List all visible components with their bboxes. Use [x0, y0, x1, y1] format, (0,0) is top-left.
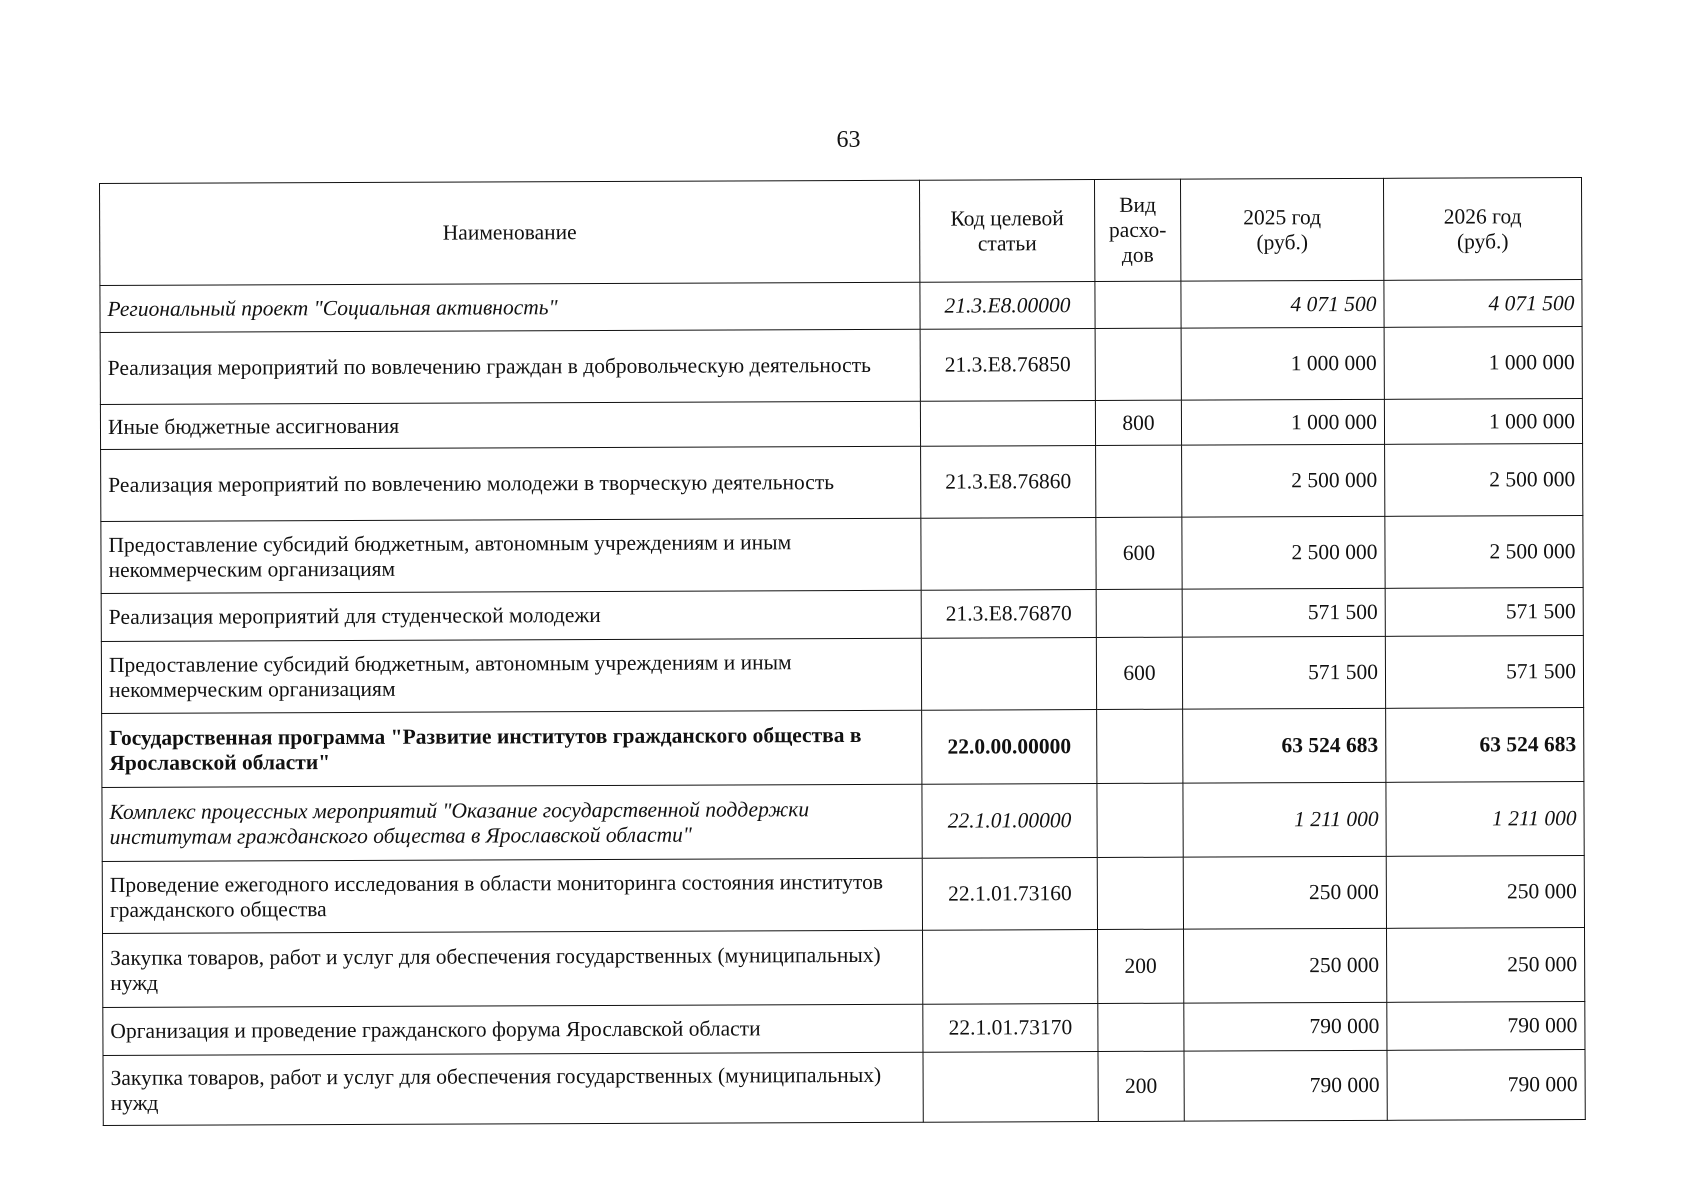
cell-name: Реализация мероприятий по вовлечению молодежи в творческую деятельность — [101, 446, 921, 521]
header-2025: 2025 год (руб.) — [1180, 178, 1383, 281]
table-row — [101, 444, 1583, 522]
table-row — [100, 327, 1582, 405]
cell-amount-2026: 250 000 — [1386, 856, 1584, 929]
page-number: 63 — [836, 127, 861, 153]
cell-name: Предоставление субсидий бюджетным, автономным учреждениям и иным некоммерческим организациям — [101, 518, 921, 593]
cell-amount-2025: 571 500 — [1182, 636, 1385, 709]
cell-target-code — [920, 401, 1095, 447]
table-row — [102, 782, 1584, 862]
table-row — [102, 856, 1584, 934]
table-row — [103, 928, 1585, 1008]
cell-target-code: 22.1.01.73170 — [923, 1003, 1098, 1052]
cell-target-code: 21.3.E8.76870 — [921, 590, 1096, 639]
cell-expense-type — [1096, 445, 1182, 517]
cell-name: Закупка товаров, работ и услуг для обеспечения государственных (муниципальных) нужд — [103, 1052, 923, 1125]
cell-expense-type: 200 — [1098, 1051, 1184, 1121]
cell-name: Региональный проект "Социальная активность" — [100, 282, 920, 332]
cell-amount-2025: 1 000 000 — [1181, 399, 1384, 445]
cell-amount-2026: 790 000 — [1387, 1002, 1585, 1051]
cell-target-code — [921, 638, 1096, 711]
cell-amount-2025: 2 500 000 — [1182, 516, 1385, 589]
cell-amount-2025: 2 500 000 — [1182, 444, 1385, 517]
table-row — [100, 399, 1582, 450]
cell-expense-type — [1097, 783, 1183, 857]
table-row — [101, 588, 1583, 642]
table-row — [101, 636, 1583, 714]
cell-name: Реализация мероприятий для студенческой молодежи — [101, 590, 921, 641]
table-row — [103, 1002, 1585, 1056]
cell-target-code: 21.3.E8.00000 — [920, 282, 1095, 330]
cell-amount-2026: 4 071 500 — [1384, 280, 1582, 328]
header-code: Код целевой статьи — [919, 180, 1094, 283]
cell-amount-2026: 571 500 — [1385, 588, 1583, 637]
cell-amount-2025: 250 000 — [1184, 928, 1387, 1003]
cell-amount-2025: 250 000 — [1183, 856, 1386, 929]
cell-amount-2025: 790 000 — [1184, 1050, 1387, 1121]
header-2026: 2026 год (руб.) — [1383, 178, 1581, 281]
cell-name: Комплекс процессных мероприятий "Оказание государственной поддержки институтам гражданского общества в Ярославской области" — [102, 784, 922, 861]
cell-amount-2026: 790 000 — [1387, 1050, 1585, 1121]
cell-amount-2025: 1 211 000 — [1183, 782, 1386, 857]
cell-amount-2026: 2 500 000 — [1385, 516, 1583, 589]
table-row — [103, 1050, 1585, 1126]
cell-expense-type: 600 — [1096, 637, 1182, 709]
table-row — [101, 516, 1583, 594]
cell-name: Иные бюджетные ассигнования — [100, 401, 920, 449]
cell-target-code — [923, 929, 1098, 1004]
cell-amount-2026: 250 000 — [1387, 928, 1585, 1003]
cell-expense-type: 200 — [1098, 929, 1184, 1003]
cell-amount-2025: 63 524 683 — [1183, 708, 1386, 783]
cell-name: Государственная программа "Развитие институтов гражданского общества в Ярославской области" — [102, 710, 922, 787]
cell-name: Организация и проведение гражданского форума Ярославской области — [103, 1004, 923, 1055]
cell-target-code — [921, 518, 1096, 591]
cell-name: Закупка товаров, работ и услуг для обеспечения государственных (муниципальных) нужд — [103, 930, 923, 1007]
cell-expense-type — [1097, 709, 1183, 783]
header-expense-type: Вид расхо- дов — [1094, 179, 1180, 281]
cell-amount-2026: 571 500 — [1385, 636, 1583, 709]
cell-expense-type — [1095, 328, 1181, 400]
cell-expense-type — [1098, 1003, 1184, 1051]
cell-amount-2026: 1 211 000 — [1386, 782, 1584, 857]
cell-amount-2025: 4 071 500 — [1181, 280, 1384, 328]
cell-amount-2026: 1 000 000 — [1384, 327, 1582, 400]
cell-expense-type: 600 — [1096, 517, 1182, 589]
cell-target-code: 22.1.01.73160 — [922, 857, 1097, 930]
cell-target-code — [923, 1051, 1098, 1122]
cell-name: Реализация мероприятий по вовлечению граждан в добровольческую деятельность — [100, 329, 920, 404]
header-name: Наименование — [100, 180, 920, 285]
cell-expense-type — [1096, 589, 1182, 637]
budget-table — [99, 177, 1586, 1126]
cell-target-code: 22.1.01.00000 — [922, 783, 1097, 858]
cell-amount-2025: 571 500 — [1182, 588, 1385, 637]
table-row — [102, 708, 1584, 788]
cell-amount-2026: 2 500 000 — [1385, 444, 1583, 517]
cell-target-code: 21.3.E8.76850 — [920, 329, 1095, 402]
table-header-row — [100, 178, 1582, 286]
cell-expense-type — [1097, 857, 1183, 929]
cell-target-code: 22.0.00.00000 — [922, 709, 1097, 784]
cell-expense-type: 800 — [1095, 400, 1181, 445]
cell-name: Проведение ежегодного исследования в области мониторинга состояния институтов гражданского общества — [102, 858, 922, 933]
cell-amount-2025: 1 000 000 — [1181, 327, 1384, 400]
cell-target-code: 21.3.E8.76860 — [921, 446, 1096, 519]
cell-name: Предоставление субсидий бюджетным, автономным учреждениям и иным некоммерческим организациям — [101, 638, 921, 713]
cell-amount-2026: 63 524 683 — [1386, 708, 1584, 783]
cell-amount-2026: 1 000 000 — [1384, 399, 1582, 445]
cell-amount-2025: 790 000 — [1184, 1002, 1387, 1051]
table-row — [100, 280, 1582, 333]
cell-expense-type — [1095, 281, 1181, 328]
